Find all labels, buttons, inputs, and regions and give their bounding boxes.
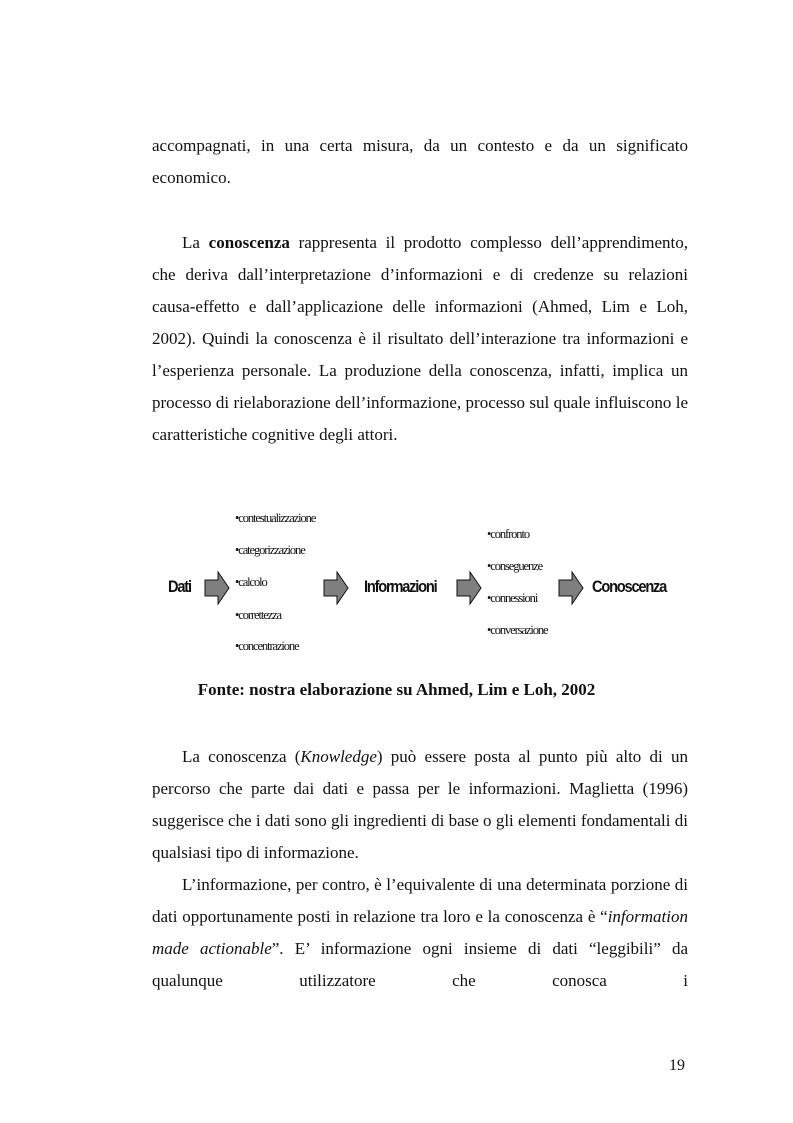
paragraph-knowledge-body: rappresenta il prodotto complesso dell’apprendimento, che deriva dall’interpretazione d’informazioni e di credenze su relazioni causa-effetto e dall’applicazione delle informazioni (Ahmed, Lim e Loh, 2002). Quindi la conoscenza è il risultato dell’interazione tra informazioni e l’esperienza personale. La produzione della conoscenza, infatti, implica un processo di rielaborazione dell’informazione, processo sul quale influiscono le caratteristiche cognitive degli attori. <box>152 233 688 444</box>
term-information-made-actionable: information made actionable <box>152 907 688 958</box>
bullet-item: •categorizzazione <box>235 543 305 557</box>
knowledge-process-diagram <box>160 505 680 665</box>
paragraph-knowledge-pre: La <box>182 233 209 252</box>
bullet-item: •conversazione <box>487 623 548 637</box>
bullet-item: •calcolo <box>235 575 267 589</box>
paragraph-knowledge-definition <box>152 227 688 451</box>
term-knowledge: Knowledge <box>300 747 377 766</box>
arrow-icon <box>456 571 482 605</box>
bullet-item: •confronto <box>487 527 529 541</box>
paragraph-knowledge-path <box>152 741 688 869</box>
paragraph-path-pre: La conoscenza ( <box>182 747 301 766</box>
stage-conoscenza: Conoscenza <box>592 577 667 596</box>
arrow-icon <box>558 571 584 605</box>
stage-dati: Dati <box>168 577 191 596</box>
bullet-item: •correttezza <box>235 608 281 622</box>
bullet-item: •concentrazione <box>235 639 299 653</box>
figure-caption: Fonte: nostra elaborazione su Ahmed, Lim e Loh, 2002 <box>197 680 596 699</box>
paragraph-information-body: ”. E’ informazione ogni insieme di dati “leggibili” da qualunque utilizzatore che conosca i <box>152 939 688 990</box>
arrow-icon <box>323 571 349 605</box>
paragraph-information <box>152 869 688 997</box>
page-number: 19 <box>669 1057 685 1074</box>
bullet-item: •conseguenze <box>487 559 543 573</box>
paragraph-information-pre: L’informazione, per contro, è l’equivalente di una determinata porzione di dati opportunamente posti in relazione tra loro e la conoscenza è “ <box>152 875 688 926</box>
term-conoscenza: conoscenza <box>208 233 290 252</box>
paragraph-path-body: ) può essere posta al punto più alto di un percorso che parte dai dati e passa per le informazioni. Maglietta (1996) suggerisce che i dati sono gli ingredienti di base o gli elementi fondamentali di qualsiasi tipo di informazione. <box>152 747 688 862</box>
stage-informazioni: Informazioni <box>364 577 437 596</box>
bullet-item: •connessioni <box>487 591 538 605</box>
arrow-icon <box>204 571 230 605</box>
bullet-item: •contestualizzazione <box>235 511 316 525</box>
paragraph-context: accompagnati, in una certa misura, da un contesto e da un significato economico. <box>152 136 688 187</box>
